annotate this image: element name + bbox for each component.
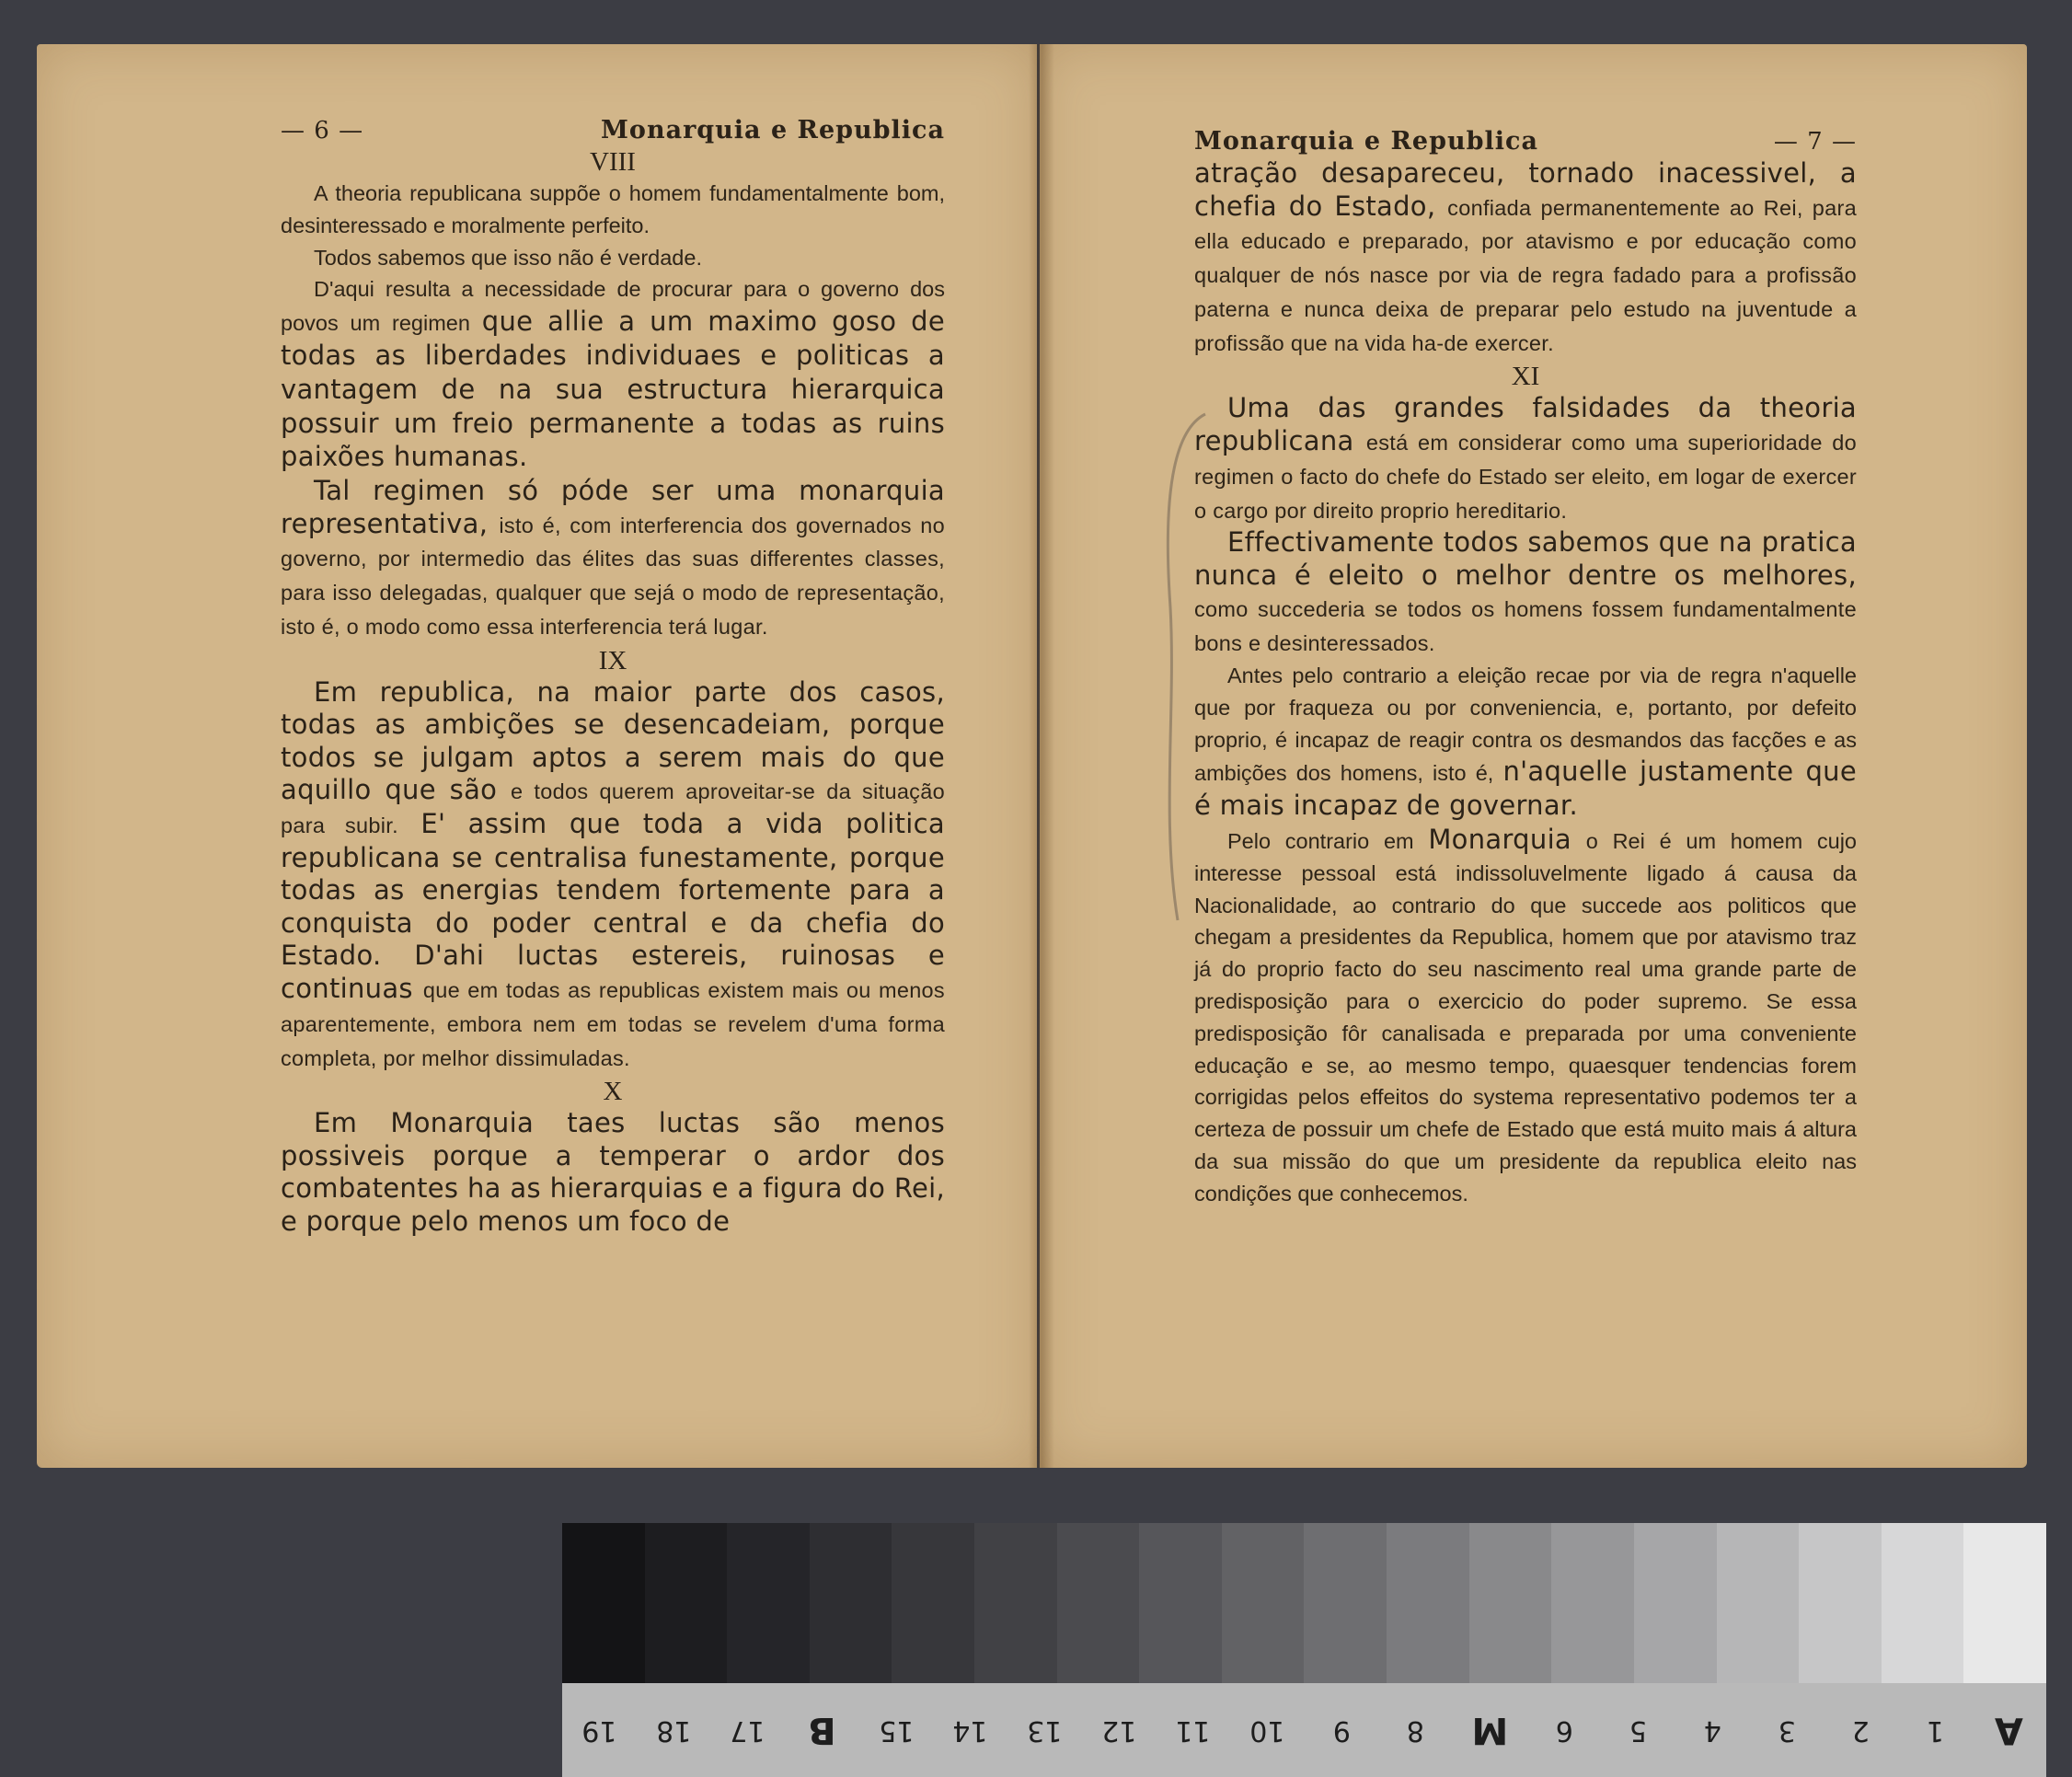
scale-label: 12 (1100, 1714, 1137, 1747)
paragraph (1194, 526, 1857, 660)
section-heading-xi: XI (1511, 362, 1540, 392)
paragraph-text: como succederia se todos os homens fossem fundamentalmente bons e desinteressados. (1194, 597, 1857, 656)
gray-swatch (1799, 1523, 1882, 1683)
paragraph-text-large: E' assim que toda a vida politica republicana se centralisa funestamente, porque todas as energias tendem fortemente para a conquista do poder central e da chefia do Estado. D'ahi luctas estereis, ruinosas e continuas (281, 808, 945, 1004)
scale-label: 1 (1926, 1714, 1944, 1747)
gray-swatch (727, 1523, 810, 1683)
paragraph-text: confiada permanentemente ao Rei, para ella educado e preparado, por atavismo e por educação como qualquer de nós nasce por via de regra fadado para a profissão paterna e nunca deixa de preparar pelo estudo na juventude a profissão que na vida ha-de exercer. (1194, 195, 1857, 355)
scale-label: 10 (1249, 1714, 1285, 1747)
gray-swatch (892, 1523, 974, 1683)
right-page-header (1194, 127, 1857, 156)
paragraph-text-large: Uma das grandes falsidades da theoria republicana (1194, 392, 1857, 456)
paragraph-text-large: Effectivamente todos sabemos que na pratica nunca é eleito o melhor dentre os melhores, (1194, 526, 1857, 591)
scale-label: 6 (1555, 1714, 1573, 1747)
scale-label: 9 (1332, 1714, 1351, 1747)
left-page-text (281, 116, 945, 1238)
paragraph-text-large: atração desapareceu, tornado inacessivel, a chefia do Estado, (1194, 157, 1857, 222)
scale-label: 19 (581, 1714, 617, 1747)
paragraph-text: Pelo contrario em (1227, 828, 1414, 853)
paragraph: A theoria republicana suppõe o homem fundamentalmente bom, desinteressado e moralmente perfeito. (281, 181, 945, 237)
section-heading-ix: IX (598, 645, 627, 675)
pencil-bracket-mark (1150, 405, 1214, 939)
gray-swatch (1057, 1523, 1140, 1683)
paragraph-text: está em considerar como uma superioridade do regimen o facto do chefe do Estado ser eleito, em logar de exercer o cargo por direito proprio hereditario. (1194, 430, 1857, 523)
paragraph (281, 676, 945, 1074)
left-page-header (281, 116, 945, 144)
gray-swatch (810, 1523, 892, 1683)
scale-label: M (1471, 1709, 1509, 1751)
gray-swatch (562, 1523, 645, 1683)
gray-swatch (1882, 1523, 1964, 1683)
scale-labels-row (562, 1683, 2046, 1777)
color-calibration-strip (562, 1523, 2046, 1777)
paragraph-text-large: n'aquelle justamente que é mais incapaz de governar. (1194, 756, 1857, 822)
paragraph (1194, 660, 1857, 824)
paragraph: Todos sabemos que isso não é verdade. (314, 245, 702, 270)
paragraph (281, 273, 945, 475)
paragraph-text: o Rei é um homem cujo interesse pessoal está indissoluvelmente ligado á causa da Nacionalidade, ao contrario do que succede aos politicos que chegam a presidentes da Republica, homem que por atavismo traz já do proprio facto do seu nascimento real uma grande parte de predisposição para o exercicio do poder supremo. Se essa predisposição fôr canalisada e preparada por uma conveniente educação e se, ao mesmo tempo, quaesquer tendencias forem corrigidas pelos effeitos do systema representativo podemos ter a certeza de possuir um chefe de Estado que está muito mais á altura da sua missão do que um presidente da republica eleito nas condições que conhecemos. (1194, 828, 1858, 1206)
gray-swatch (1304, 1523, 1387, 1683)
scale-label: 2 (1851, 1714, 1871, 1747)
gray-swatch (1387, 1523, 1469, 1683)
scale-label: 4 (1703, 1714, 1721, 1747)
paragraph-text-large: que allie a um maximo goso de todas as liberdades individuaes e politicas a vantagem de na sua estructura hierarquica possuir um freio permanente a todas as ruins paixões humanas. (281, 306, 945, 473)
scale-label: 3 (1778, 1714, 1796, 1747)
scale-label: 13 (1027, 1714, 1063, 1747)
running-title: Monarquia e Republica (1194, 127, 1538, 156)
scale-label: 8 (1407, 1714, 1425, 1747)
paragraph (1194, 157, 1857, 359)
scale-label: 15 (878, 1714, 915, 1747)
book-gutter (1029, 44, 1054, 1468)
scale-label: B (808, 1709, 836, 1751)
gray-swatch (1963, 1523, 2046, 1683)
paragraph-text: Antes pelo contrario a eleição recae por via de regra n'aquelle que por fraqueza ou por conveniencia, e, portanto, por defeito proprio, é incapaz de reagir contra os desmandos das facções e as ambições dos homens, isto é, (1194, 663, 1857, 786)
right-page-text (1194, 127, 1857, 1210)
paragraph-text-large: Tal regimen só póde ser uma monarquia representativa, (281, 475, 945, 539)
scale-label: A (1995, 1709, 2024, 1751)
gray-swatch (1469, 1523, 1552, 1683)
scale-label: 17 (730, 1714, 765, 1747)
scale-label: 11 (1175, 1714, 1211, 1747)
paragraph-text: que em todas as republicas existem mais ou menos aparentemente, embora nem em todas se revelem d'uma forma completa, por melhor dissimuladas. (281, 977, 945, 1070)
paragraph: Em Monarquia taes luctas são menos possiveis porque a temperar o ardor dos combatentes ha as hierarquias e a figura do Rei, e porque pelo menos um foco de (281, 1107, 945, 1237)
gray-swatch (1551, 1523, 1634, 1683)
paragraph-text-large: Monarquia (1428, 823, 1572, 855)
section-heading-x: X (603, 1077, 623, 1107)
scale-label: 18 (655, 1714, 692, 1747)
scale-label: 14 (952, 1714, 988, 1747)
gray-swatch (1139, 1523, 1222, 1683)
paragraph-text: isto é, com interferencia dos governados no governo, por intermedio das élites das suas differentes classes, para isso delegadas, qualquer que sejá o modo de representação, isto é, o modo como essa interferencia terá lugar. (281, 513, 945, 640)
paragraph-text: D'aqui resulta a necessidade de procurar para o governo dos povos um regimen (281, 277, 945, 336)
scale-label: 5 (1629, 1714, 1648, 1747)
paragraph (1194, 824, 1857, 1210)
page-number: — 6 — (281, 117, 364, 144)
gray-swatch (645, 1523, 728, 1683)
section-heading-viii: VIII (590, 147, 636, 177)
grayscale-swatches (562, 1523, 2046, 1683)
paragraph (1194, 392, 1857, 526)
paragraph-text: e todos querem aproveitar-se da situação para subir. (281, 779, 945, 838)
gray-swatch (1717, 1523, 1800, 1683)
gray-swatch (974, 1523, 1057, 1683)
paragraph (281, 475, 945, 643)
paragraph-text-large: Em republica, na maior parte dos casos, todas as ambições se desencadeiam, porque todos se julgam aptos a serem mais do que aquillo que são (281, 675, 945, 806)
gray-swatch (1222, 1523, 1305, 1683)
page-number: — 7 — (1773, 128, 1857, 156)
gray-swatch (1634, 1523, 1717, 1683)
running-title: Monarquia e Republica (601, 116, 945, 144)
